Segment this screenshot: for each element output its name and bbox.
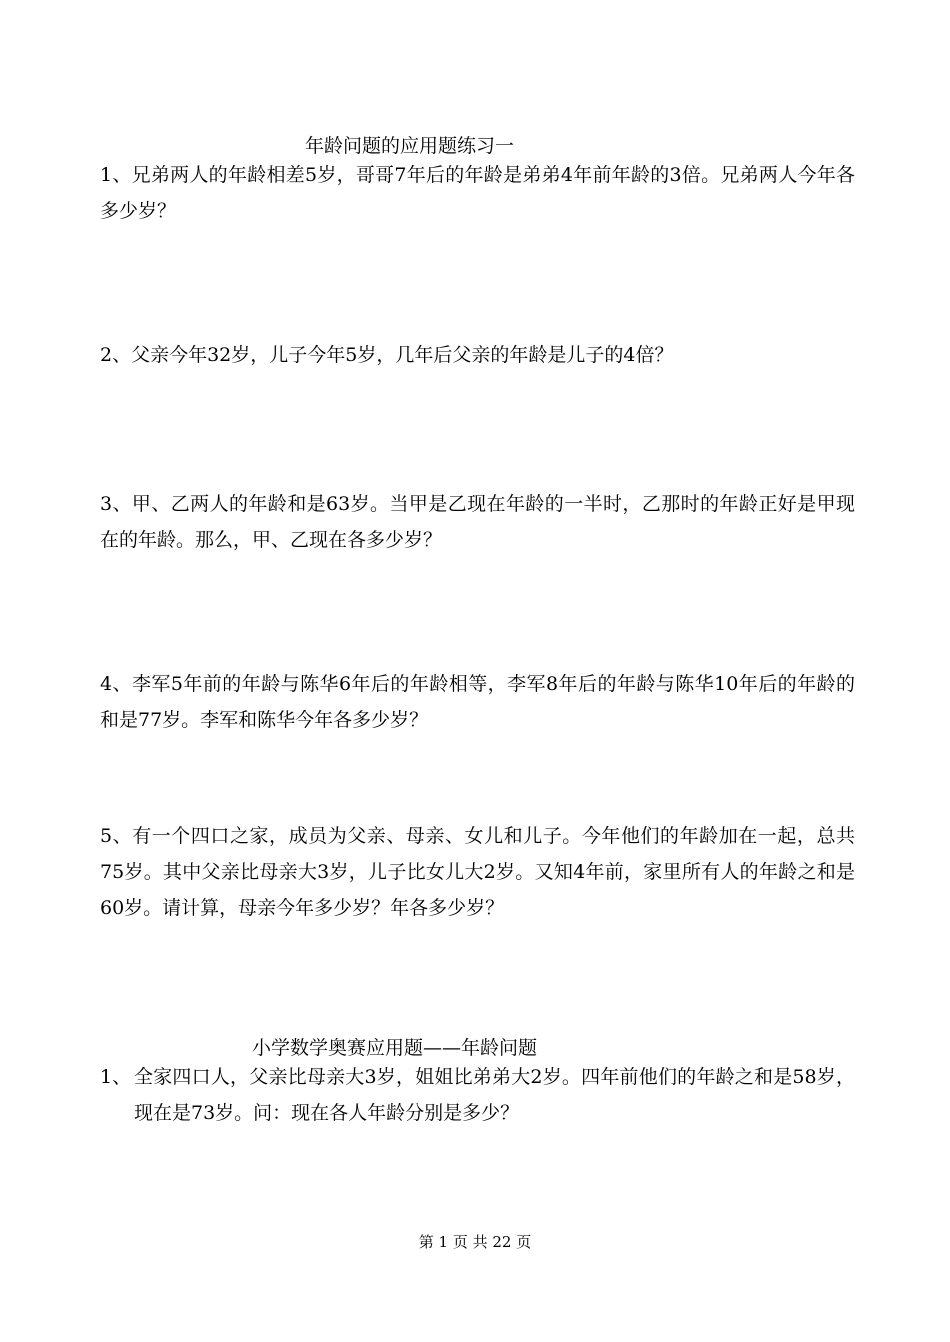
problem-4: 4、李军5年前的年龄与陈华6年后的年龄相等，李军8年后的年龄与陈华10年后的年龄的和是77岁。李军和陈华今年各多少岁？ (100, 673, 855, 731)
section2-problem-1 (100, 1059, 855, 1131)
problem-3: 3、甲、乙两人的年龄和是63岁。当甲是乙现在年龄的一半时，乙那时的年龄正好是甲现在的年龄。那么，甲、乙现在各多少岁？ (100, 493, 855, 551)
section2-title: 小学数学奥赛应用题——年龄问题 (252, 1037, 538, 1059)
problem-1: 1、兄弟两人的年龄相差5岁，哥哥7年后的年龄是弟弟4年前年龄的3倍。兄弟两人今年各多少岁？ (100, 164, 855, 222)
page-footer: 第 1 页 共 22 页 (418, 1233, 532, 1251)
problem-2: 2、父亲今年32岁，儿子今年5岁，几年后父亲的年龄是儿子的4倍？ (100, 344, 674, 366)
problem-number: 1、 (100, 1066, 132, 1088)
problem-5: 5、有一个四口之家，成员为父亲、母亲、女儿和儿子。今年他们的年龄加在一起，总共75岁。其中父亲比母亲大3岁，儿子比女儿大2岁。又知4年前，家里所有人的年龄之和是60岁。请计算，母亲今年多少岁？年各多少岁？ (100, 825, 855, 919)
section1-title: 年龄问题的应用题练习一 (305, 135, 515, 157)
problem-text: 全家四口人，父亲比母亲大3岁，姐姐比弟弟大2岁。四年前他们的年龄之和是58岁，现在是73岁。问：现在各人年龄分别是多少？ (134, 1066, 855, 1124)
